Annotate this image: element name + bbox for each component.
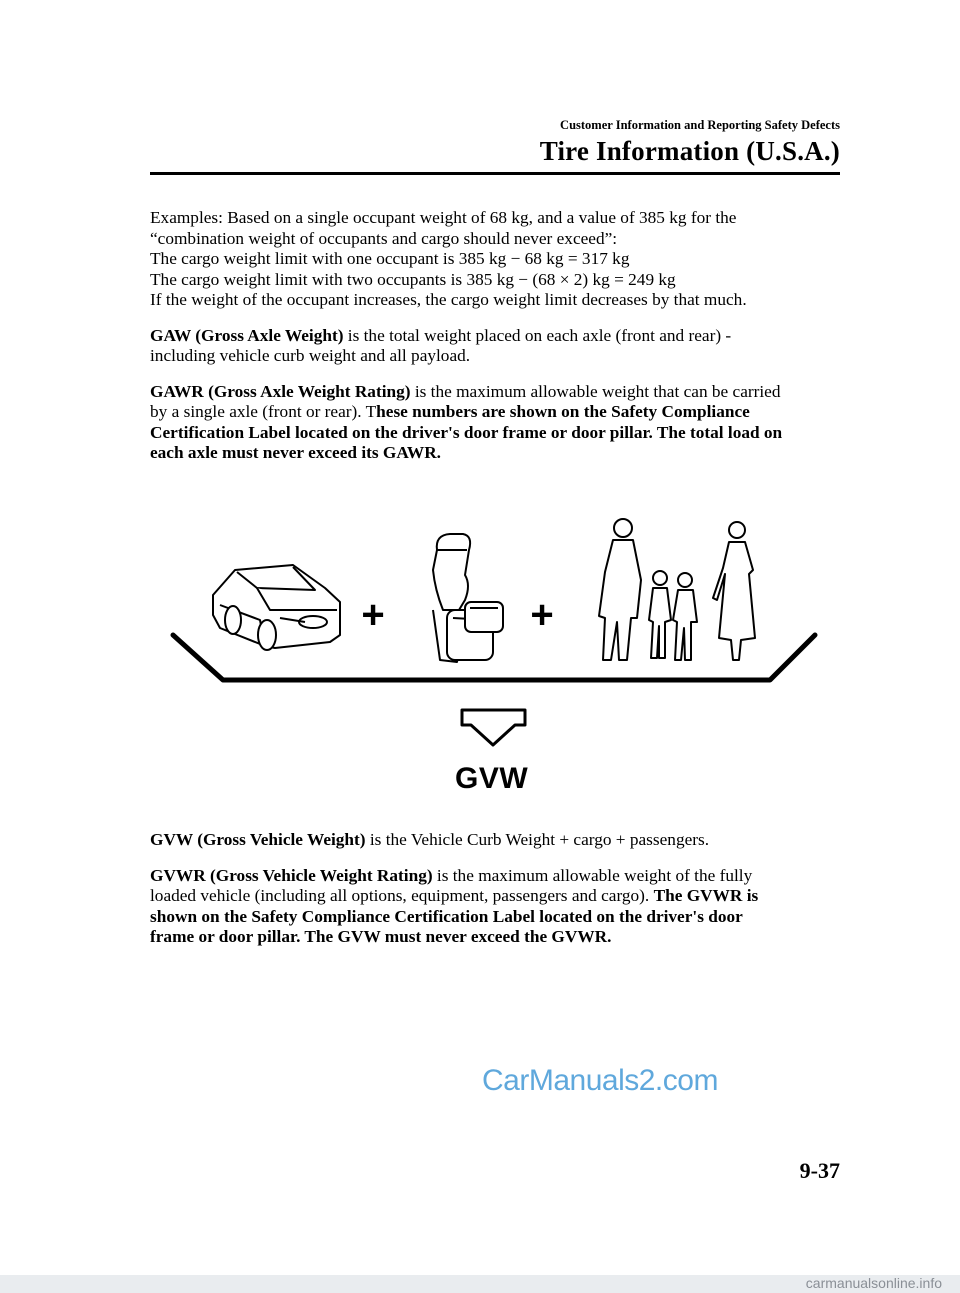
car-icon — [213, 565, 340, 650]
gawr-line-1 — [150, 382, 840, 403]
gvw-paragraph — [150, 830, 840, 851]
footer-url[interactable]: carmanualsonline.info — [805, 1275, 942, 1291]
gvwr-paragraph — [150, 866, 840, 948]
examples-line-1: Examples: Based on a single occupant weight of 68 kg, and a value of 385 kg for the — [150, 208, 737, 227]
lower-text — [150, 830, 840, 963]
gvwr-definition: is the maximum allowable weight of the fully — [432, 865, 753, 885]
gvwr-term: GVWR (Gross Vehicle Weight Rating) — [150, 865, 433, 885]
gawr-paragraph — [150, 382, 840, 464]
gvw-line-1 — [150, 830, 840, 851]
gawr-term: GAWR (Gross Axle Weight Rating) — [150, 381, 411, 401]
plus-sign-2: + — [530, 593, 554, 637]
family-icon — [599, 519, 755, 660]
luggage-icon — [433, 534, 503, 662]
gvwr-line-3: shown on the Safety Compliance Certification Label located on the driver's door — [150, 906, 743, 926]
gawr-line-4: each axle must never exceed its GAWR. — [150, 443, 442, 462]
gaw-paragraph — [150, 326, 840, 367]
examples-line-3: The cargo weight limit with one occupant is 385 kg − 68 kg = 317 kg — [150, 249, 630, 268]
plus-sign-1: + — [361, 593, 385, 637]
gaw-term: GAW (Gross Axle Weight) — [150, 325, 344, 345]
gawr-line-2 — [150, 402, 840, 423]
gawr-bold-1: hese numbers are shown on the Safety Compliance — [376, 402, 750, 421]
gawr-line-3: Certification Label located on the driver's door frame or door pillar. The total load on — [150, 422, 783, 442]
gaw-line-2: including vehicle curb weight and all payload. — [150, 346, 471, 365]
watermark: CarManuals2.com — [482, 1064, 718, 1097]
gaw-line-1 — [150, 326, 840, 347]
page-number: 9-37 — [799, 1158, 840, 1183]
gvw-definition: is the Vehicle Curb Weight + cargo + passengers. — [365, 830, 710, 849]
gawr-plain: by a single axle (front or rear). T — [150, 402, 377, 421]
examples-line-2: “combination weight of occupants and cargo should never exceed”: — [150, 228, 618, 248]
page-title: Tire Information (U.S.A.) — [539, 136, 840, 166]
examples-line-4: The cargo weight limit with two occupants is 385 kg − (68 × 2) kg = 249 kg — [150, 269, 676, 289]
gaw-definition: is the total weight placed on each axle (front and rear) - — [343, 325, 732, 345]
examples-paragraph — [150, 208, 840, 311]
gvwr-plain: loaded vehicle (including all options, equipment, passengers and cargo). — [150, 886, 654, 905]
header-rule — [150, 172, 840, 175]
section-heading: Customer Information and Reporting Safety Defects — [560, 118, 840, 132]
examples-line-5: If the weight of the occupant increases, the cargo weight limit decreases by that much. — [150, 290, 747, 309]
gvw-term: GVW (Gross Vehicle Weight) — [150, 830, 366, 849]
down-arrow-icon — [462, 710, 525, 745]
main-text — [150, 208, 840, 479]
gvwr-bold-1: The GVWR is — [653, 886, 759, 905]
gawr-definition: is the maximum allowable weight that can be carried — [410, 381, 781, 401]
gvwr-line-4: frame or door pillar. The GVW must never exceed the GVWR. — [150, 927, 612, 946]
gvwr-line-1 — [150, 866, 840, 887]
footer-strip — [0, 1275, 960, 1293]
gvw-label: GVW — [455, 762, 529, 795]
gvwr-line-2 — [150, 886, 840, 907]
